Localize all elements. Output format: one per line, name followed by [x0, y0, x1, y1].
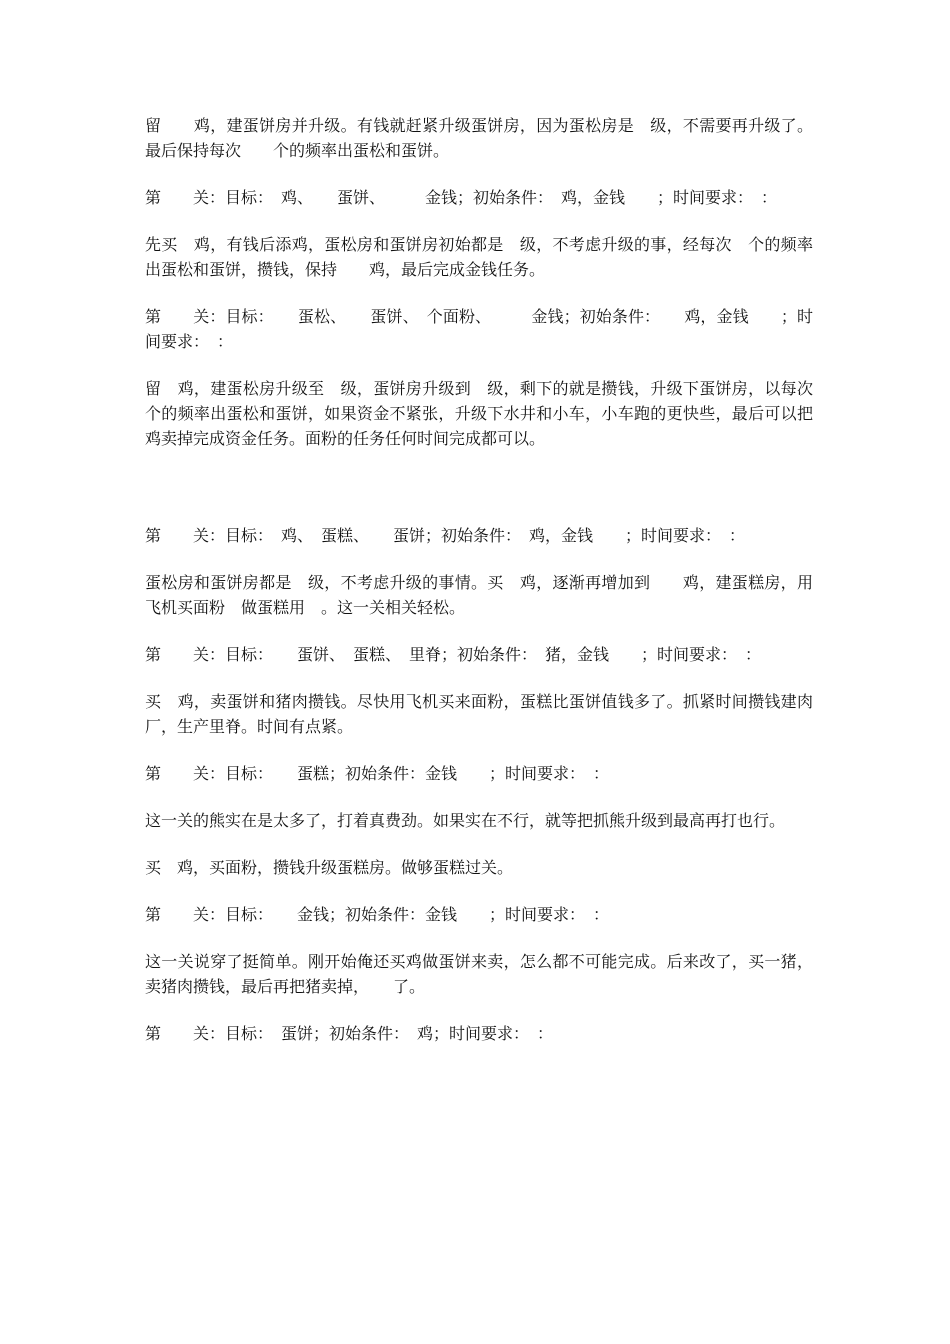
paragraph-level-strategy-5: 买 鸡，卖蛋饼和猪肉攒钱。尽快用飞机买来面粉，蛋糕比蛋饼值钱多了。抓紧时间攒钱建肉厂，生产里脊。时间有点紧。	[145, 692, 813, 736]
paragraph-level-strategy-1: 留 鸡，建蛋饼房并升级。有钱就赶紧升级蛋饼房，因为蛋松房是 级，不需要再升级了。最后保持每次 个的频率出蛋松和蛋饼。	[145, 116, 813, 160]
paragraph-level-strategy-2: 先买 鸡，有钱后添鸡，蛋松房和蛋饼房初始都是 级，不考虑升级的事，经每次 个的频率出蛋松和蛋饼，攒钱，保持 鸡，最后完成金钱任务。	[145, 235, 813, 279]
paragraph-level-strategy-7: 这一关说穿了挺简单。刚开始俺还买鸡做蛋饼来卖，怎么都不可能完成。后来改了，买一猪，卖猪肉攒钱，最后再把猪卖掉， 了。	[145, 952, 813, 996]
paragraph-level-goal-2: 第 关：目标： 蛋松、 蛋饼、 个面粉、 金钱；初始条件： 鸡，金钱 ；时间要求： ：	[145, 307, 813, 351]
paragraph-level-goal-7: 第 关：目标： 蛋饼；初始条件： 鸡；时间要求： ：	[145, 1024, 554, 1043]
paragraph-level-note-5: 这一关的熊实在是太多了，打着真费劲。如果实在不行，就等把抓熊升级到最高再打也行。	[145, 811, 786, 830]
paragraph-level-strategy-4: 蛋松房和蛋饼房都是 级，不考虑升级的事情。买 鸡，逐渐再增加到 鸡，建蛋糕房，用飞机买面粉 做蛋糕用 。这一关相关轻松。	[145, 573, 813, 617]
paragraph-level-goal-6: 第 关：目标： 金钱；初始条件：金钱 ；时间要求： ：	[145, 905, 610, 924]
paragraph-level-goal-4: 第 关：目标： 蛋饼、 蛋糕、 里脊；初始条件： 猪，金钱 ；时间要求： ：	[145, 645, 762, 664]
paragraph-level-strategy-3: 留 鸡，建蛋松房升级至 级，蛋饼房升级到 级，剩下的就是攒钱，升级下蛋饼房，以每次 个的频率出蛋松和蛋饼，如果资金不紧张，升级下水井和小车，小车跑的更快些，最后可以把鸡卖掉完成资金任务。面粉的任务任何时间完成都可以。	[145, 379, 830, 448]
paragraph-level-strategy-6: 买 鸡，买面粉，攒钱升级蛋糕房。做够蛋糕过关。	[145, 858, 514, 877]
paragraph-level-goal-1: 第 关：目标： 鸡、 蛋饼、 金钱；初始条件： 鸡，金钱 ；时间要求： ：	[145, 188, 778, 207]
document-page	[145, 113, 830, 1046]
paragraph-level-goal-5: 第 关：目标： 蛋糕；初始条件：金钱 ；时间要求： ：	[145, 764, 610, 783]
paragraph-level-goal-3: 第 关：目标： 鸡、 蛋糕、 蛋饼；初始条件： 鸡，金钱 ；时间要求： ：	[145, 526, 746, 545]
